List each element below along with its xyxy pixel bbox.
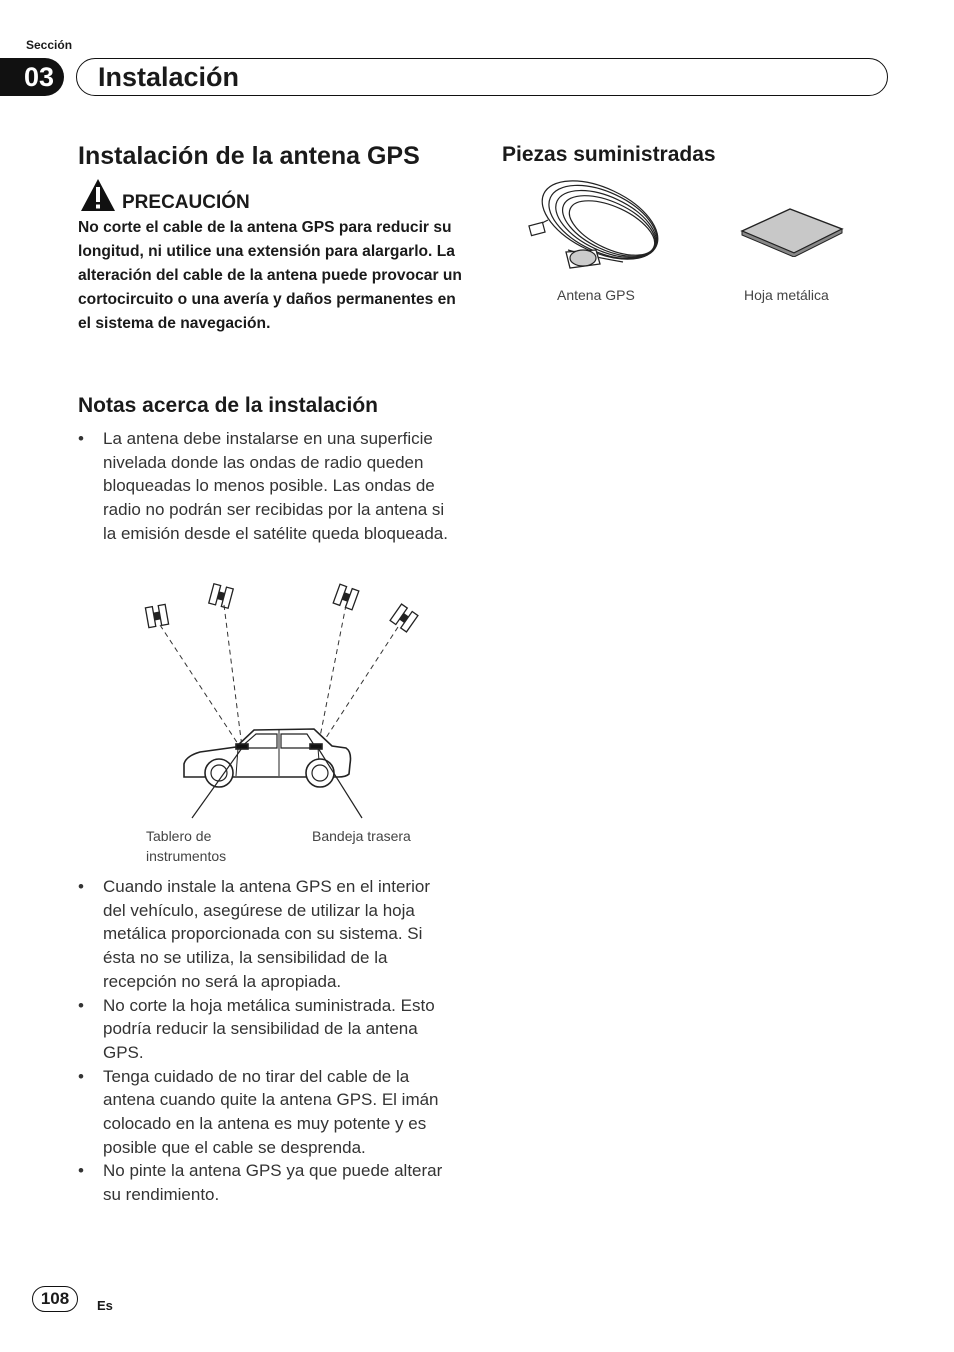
- page-number: 108: [32, 1286, 78, 1312]
- gps-antenna-label: Antena GPS: [557, 287, 635, 303]
- signal-lines: [160, 605, 398, 747]
- notes-list-2: [78, 875, 448, 1207]
- list-item: • Cuando instale la antena GPS en el interior del vehículo, asegúrese de utilizar la hoja metálica proporcionada con su sistema. Si ésta no se utiliza, la sensibilidad de la recepción no será la apropiada.: [78, 875, 448, 994]
- satellite-icon: [390, 604, 418, 632]
- metal-sheet-illustration: [738, 205, 846, 257]
- installation-diagram: [140, 580, 440, 820]
- section-number-badge: 03: [0, 58, 64, 96]
- list-item: • Tenga cuidado de no tirar del cable de la antena cuando quite la antena GPS. El imán colocado en la antena es muy potente y es posible que el cable se desprenda.: [78, 1065, 448, 1160]
- list-item: • No corte la hoja metálica suministrada. Esto podría reducir la sensibilidad de la antena GPS.: [78, 994, 448, 1065]
- car-illustration: [184, 729, 351, 787]
- list-item: • No pinte la antena GPS ya que puede alterar su rendimiento.: [78, 1159, 448, 1206]
- dashboard-label: Tablero de instrumentos: [146, 828, 227, 864]
- gps-antenna-illustration: [528, 180, 668, 280]
- satellite-icon: [145, 604, 168, 627]
- language-code: Es: [97, 1298, 113, 1313]
- warning-icon: [80, 178, 116, 212]
- section-label: Sección: [26, 38, 73, 52]
- page-title: Instalación de la antena GPS: [78, 142, 420, 170]
- notes-list-1: [78, 427, 448, 546]
- metal-sheet-label: Hoja metálica: [744, 287, 829, 303]
- supplied-parts-title: Piezas suministradas: [502, 143, 716, 166]
- satellite-icon: [209, 584, 233, 608]
- list-item: • La antena debe instalarse en una superficie nivelada donde las ondas de radio queden bloqueadas lo menos posible. Las ondas de radio no podrán ser recibidas por la antena si la emisión desde el satélite queda bloqueada.: [78, 427, 448, 546]
- section-title: Instalación: [98, 62, 240, 92]
- satellite-icon: [333, 584, 359, 610]
- caution-heading: PRECAUCIÓN: [122, 192, 250, 213]
- installation-notes-title: Notas acerca de la instalación: [78, 394, 378, 417]
- rear-tray-label: Bandeja trasera: [312, 828, 411, 844]
- caution-text: No corte el cable de la antena GPS para reducir su longitud, ni utilice una extensión para alargarlo. La alteración del cable de la antena puede provocar un cortocircuito o una avería y daños permanentes en el sistema de navegación.: [78, 219, 462, 332]
